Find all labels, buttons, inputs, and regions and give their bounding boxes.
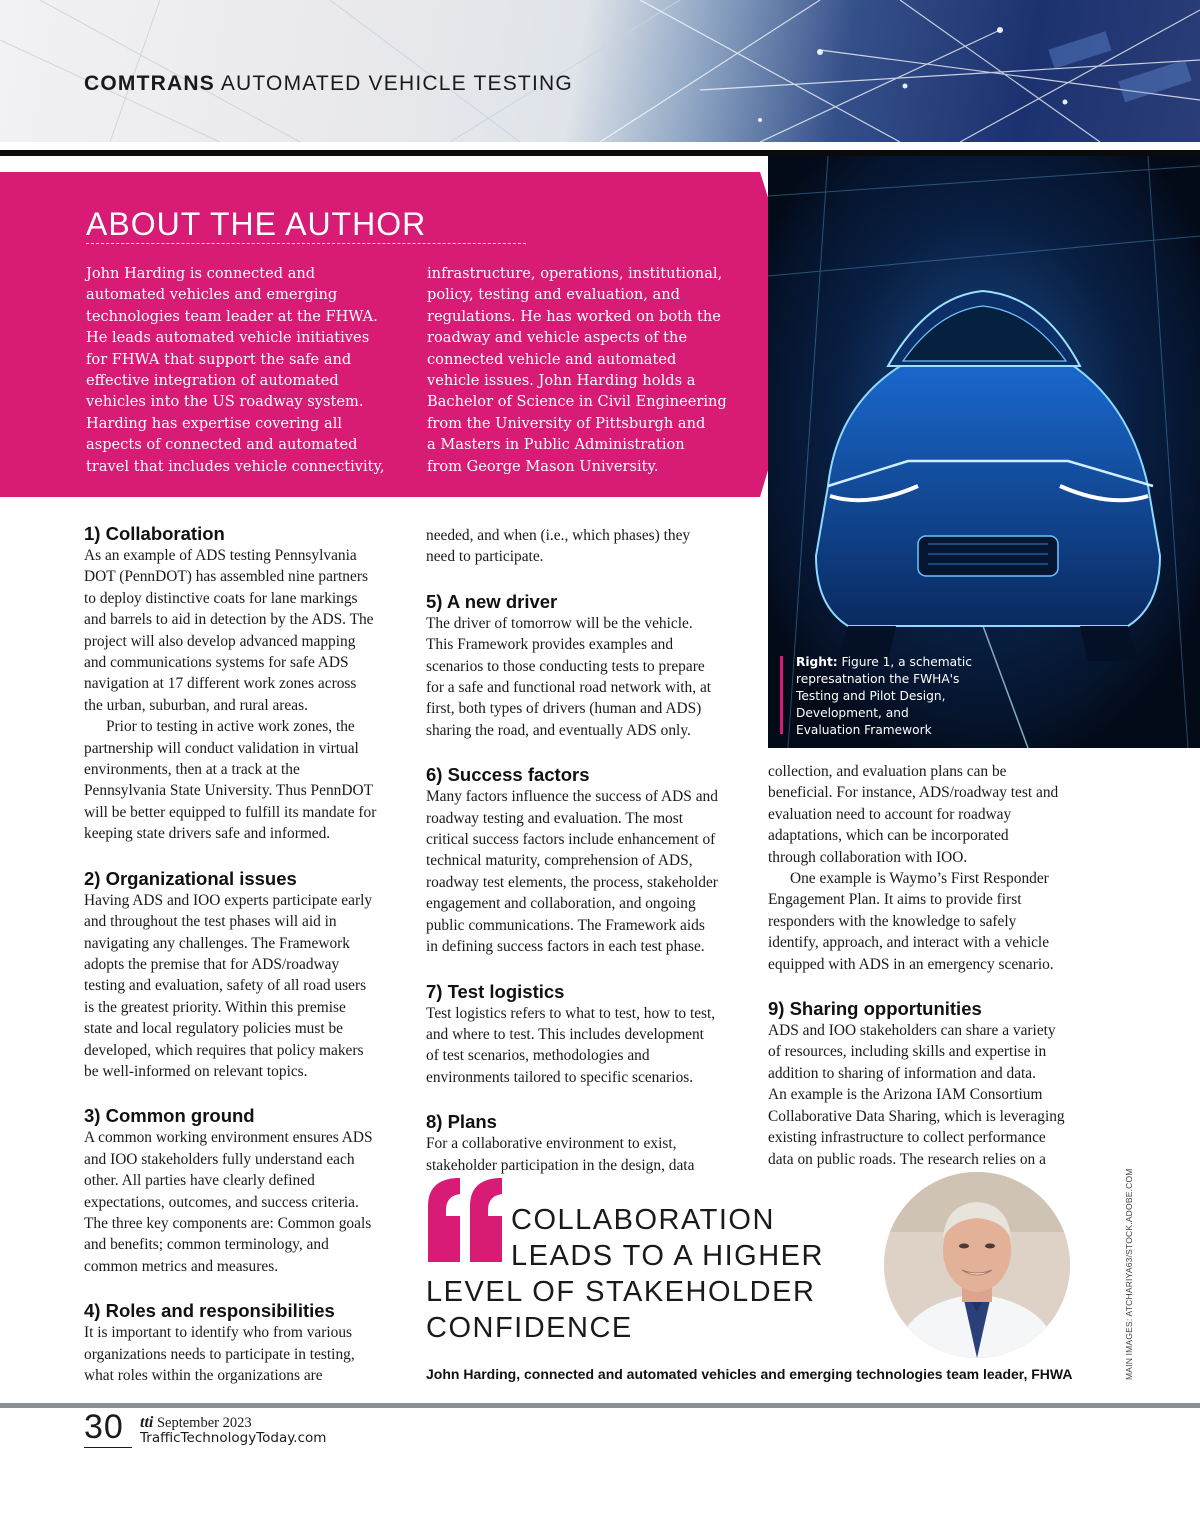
page-number-underline <box>84 1447 132 1448</box>
body-line: Pennsylvania State University. Thus PennDOT <box>84 782 373 800</box>
body-line: is the greatest priority. Within this premise <box>84 998 346 1016</box>
about-line: automated vehicles and emerging <box>86 286 338 304</box>
body-line: the urban, suburban, and rural areas. <box>84 696 308 714</box>
section-name: COMTRANS <box>84 72 215 95</box>
body-line: common metrics and measures. <box>84 1257 279 1275</box>
body-line: and IOO stakeholders fully understand each <box>84 1150 355 1168</box>
body-line: Test logistics refers to what to test, how to test, <box>426 1004 716 1022</box>
about-line: travel that includes vehicle connectivity, <box>86 457 385 475</box>
body-column-2 <box>426 525 756 1176</box>
about-line: roadway and vehicle aspects of the <box>427 329 688 347</box>
body-line: testing and evaluation, safety of all road users <box>84 977 367 995</box>
about-line: policy, testing and evaluation, and <box>427 286 680 304</box>
heading-test-logistics: 7) Test logistics <box>426 980 565 1002</box>
quote-line: LEVEL OF STAKEHOLDER <box>426 1276 816 1308</box>
body-line: scenarios to those conducting tests to prepare <box>426 657 705 675</box>
about-line: aspects of connected and automated <box>86 436 358 454</box>
caption-line: Evaluation Framework <box>796 723 932 737</box>
body-line: equipped with ADS in an emergency scenario. <box>768 955 1054 973</box>
caption-accent-bar <box>780 656 783 734</box>
about-line: regulations. He has worked on both the <box>427 307 721 325</box>
body-line: project will also develop advanced mapping <box>84 632 356 650</box>
body-line: first, both types of drivers (human and ADS) <box>426 700 702 718</box>
body-line: A common working environment ensures ADS <box>84 1129 373 1147</box>
body-line: and where to test. This includes development <box>426 1025 704 1043</box>
body-line: environments tailored to specific scenarios. <box>426 1068 694 1086</box>
body-line: adaptations, which can be incorporated <box>768 827 1009 845</box>
body-line: The three key components are: Common goals <box>84 1214 372 1232</box>
about-column-1 <box>86 263 416 477</box>
quote-line: CONFIDENCE <box>426 1312 633 1344</box>
body-line: state and local regulatory policies must be <box>84 1020 343 1038</box>
body-line: responders with the knowledge to safely <box>768 912 1017 930</box>
body-line: DOT (PennDOT) has assembled nine partners <box>84 568 368 586</box>
footer-rule <box>0 1403 1200 1408</box>
body-line: adopts the premise that for ADS/roadway <box>84 955 340 973</box>
about-line: Harding has expertise covering all <box>86 414 343 432</box>
body-line: For a collaborative environment to exist, <box>426 1135 677 1153</box>
body-line: addition to sharing of information and data. <box>768 1064 1036 1082</box>
page-number: 30 <box>84 1408 124 1446</box>
body-line: sharing the road, and eventually ADS only. <box>426 721 691 739</box>
caption-line: Testing and Pilot Design, <box>796 689 946 703</box>
body-line: and benefits; common terminology, and <box>84 1236 329 1254</box>
body-line: roadway test elements, the process, stakeholder <box>426 873 718 891</box>
body-line: engagement and collaboration, and ongoing <box>426 895 696 913</box>
body-line: technical maturity, comprehension of ADS, <box>426 852 693 870</box>
network-lines-graphic <box>0 0 1200 142</box>
about-line: vehicle issues. John Harding holds a <box>427 372 696 390</box>
body-line: ADS and IOO stakeholders can share a variety <box>768 1022 1056 1040</box>
about-title: ABOUT THE AUTHOR <box>86 206 427 242</box>
about-title-rule <box>86 243 526 244</box>
body-line: in defining success factors in each test phase. <box>426 938 705 956</box>
body-line: It is important to identify who from various <box>84 1324 353 1342</box>
heading-collaboration: 1) Collaboration <box>84 523 225 544</box>
body-line: what roles within the organizations are <box>84 1367 323 1384</box>
body-line: collection, and evaluation plans can be <box>768 763 1007 780</box>
about-column-2 <box>427 263 772 477</box>
issue-date: September 2023 <box>156 1415 252 1431</box>
body-line: will be better equipped to fulfill its mandate for <box>84 803 377 821</box>
body-line: keeping state drivers safe and informed. <box>84 825 331 843</box>
body-line: Having ADS and IOO experts participate early <box>84 891 373 909</box>
about-line: vehicles into the US roadway system. <box>86 393 364 411</box>
quote-mark-icon <box>426 1176 506 1264</box>
quote-line: LEADS TO A HIGHER <box>511 1240 824 1272</box>
body-line: be well-informed on relevant topics. <box>84 1062 308 1080</box>
body-line: beneficial. For instance, ADS/roadway test and <box>768 784 1059 802</box>
body-line: The driver of tomorrow will be the vehicle. <box>426 614 693 632</box>
body-line: need to participate. <box>426 548 544 566</box>
caption-line: Figure 1, a schematic <box>837 655 972 669</box>
quote-line: COLLABORATION <box>511 1204 775 1236</box>
body-line: navigation at 17 different work zones across <box>84 675 357 693</box>
magazine-logo: tti <box>140 1414 154 1431</box>
body-line: partnership will conduct validation in virtual <box>84 739 359 757</box>
quote-attribution: John Harding, connected and automated vehicles and emerging technologies team leader, FHWA <box>426 1366 1073 1382</box>
body-line: One example is Waymo’s First Responder <box>790 870 1049 888</box>
heading-roles-responsibilities: 4) Roles and responsibilities <box>84 1300 335 1322</box>
heading-common-ground: 3) Common ground <box>84 1105 255 1127</box>
body-line: other. All parties have clearly defined <box>84 1172 315 1190</box>
body-line: through collaboration with IOO. <box>768 848 968 866</box>
body-column-1 <box>84 522 414 1386</box>
caption-text <box>796 654 981 739</box>
body-line: evaluation need to account for roadway <box>768 805 1012 823</box>
body-line: Engagement Plan. It aims to provide first <box>768 891 1022 909</box>
body-line: needed, and when (i.e., which phases) they <box>426 527 691 544</box>
portrait-illustration <box>884 1172 1070 1358</box>
body-line: data on public roads. The research relies on a <box>768 1150 1046 1168</box>
about-line: from George Mason University. <box>427 457 659 475</box>
body-line: Many factors influence the success of ADS and <box>426 788 718 806</box>
about-line: John Harding is connected and <box>86 265 316 282</box>
body-line: developed, which requires that policy makers <box>84 1041 364 1059</box>
body-line: and throughout the test phases will aid in <box>84 913 337 931</box>
about-line: Bachelor of Science in Civil Engineering <box>427 393 727 411</box>
body-line: This Framework provides examples and <box>426 636 674 654</box>
heading-success-factors: 6) Success factors <box>426 764 590 786</box>
footer-url: TrafficTechnologyToday.com <box>140 1430 327 1446</box>
about-line: for FHWA that support the safe and <box>86 350 352 368</box>
author-portrait <box>884 1172 1070 1358</box>
body-line: navigating any challenges. The Framework <box>84 934 350 952</box>
about-line: from the University of Pittsburgh and <box>427 414 706 432</box>
about-line: connected vehicle and automated <box>427 350 677 368</box>
body-line: roadway testing and evaluation. The most <box>426 809 684 827</box>
caption-lead: Right: <box>796 655 838 669</box>
body-line: An example is the Arizona IAM Consortium <box>768 1086 1043 1104</box>
heading-new-driver: 5) A new driver <box>426 590 558 612</box>
body-line: organizations needs to participate in testing, <box>84 1345 355 1363</box>
header-banner <box>0 0 1200 142</box>
body-line: expectations, outcomes, and success criteria. <box>84 1193 359 1211</box>
body-line: stakeholder participation in the design, data <box>426 1156 695 1174</box>
body-line: of test scenarios, methodologies and <box>426 1047 650 1065</box>
heading-sharing-opportunities: 9) Sharing opportunities <box>768 998 982 1020</box>
body-line: existing infrastructure to collect performance <box>768 1129 1046 1147</box>
about-line: infrastructure, operations, institutional, <box>427 265 723 282</box>
body-column-3 <box>768 761 1108 1170</box>
body-line: of resources, including skills and expertise in <box>768 1043 1047 1061</box>
body-line: for a safe and functional road network with, at <box>426 679 712 697</box>
about-line: a Masters in Public Administration <box>427 436 685 454</box>
body-line: Collaborative Data Sharing, which is leveraging <box>768 1107 1065 1125</box>
body-line: and communications systems for safe ADS <box>84 654 349 672</box>
body-line: Prior to testing in active work zones, the <box>106 718 355 736</box>
section-topic: AUTOMATED VEHICLE TESTING <box>220 72 573 95</box>
body-line: identify, approach, and interact with a vehicle <box>768 934 1050 952</box>
body-line: As an example of ADS testing Pennsylvania <box>84 547 357 564</box>
body-line: environments, then at a track at the <box>84 761 300 779</box>
about-line: He leads automated vehicle initiatives <box>86 329 370 347</box>
heading-organizational-issues: 2) Organizational issues <box>84 867 297 889</box>
image-credit: MAIN IMAGES: ATCHARIYA63/STOCK.ADOBE.COM <box>1124 1168 1134 1380</box>
caption-line: represatnation the FWHA's <box>796 672 960 686</box>
about-line: technologies team leader at the FHWA. <box>86 307 378 325</box>
body-line: to deploy distinctive coats for lane markings <box>84 589 358 607</box>
about-line: effective integration of automated <box>86 372 339 390</box>
heading-plans: 8) Plans <box>426 1111 497 1133</box>
section-kicker <box>84 72 573 96</box>
body-line: public communications. The Framework aids <box>426 916 705 934</box>
caption-line: Development, and <box>796 706 909 720</box>
body-line: critical success factors include enhancement of <box>426 831 716 849</box>
body-line: and barrels to aid in detection by the ADS. The <box>84 611 374 629</box>
